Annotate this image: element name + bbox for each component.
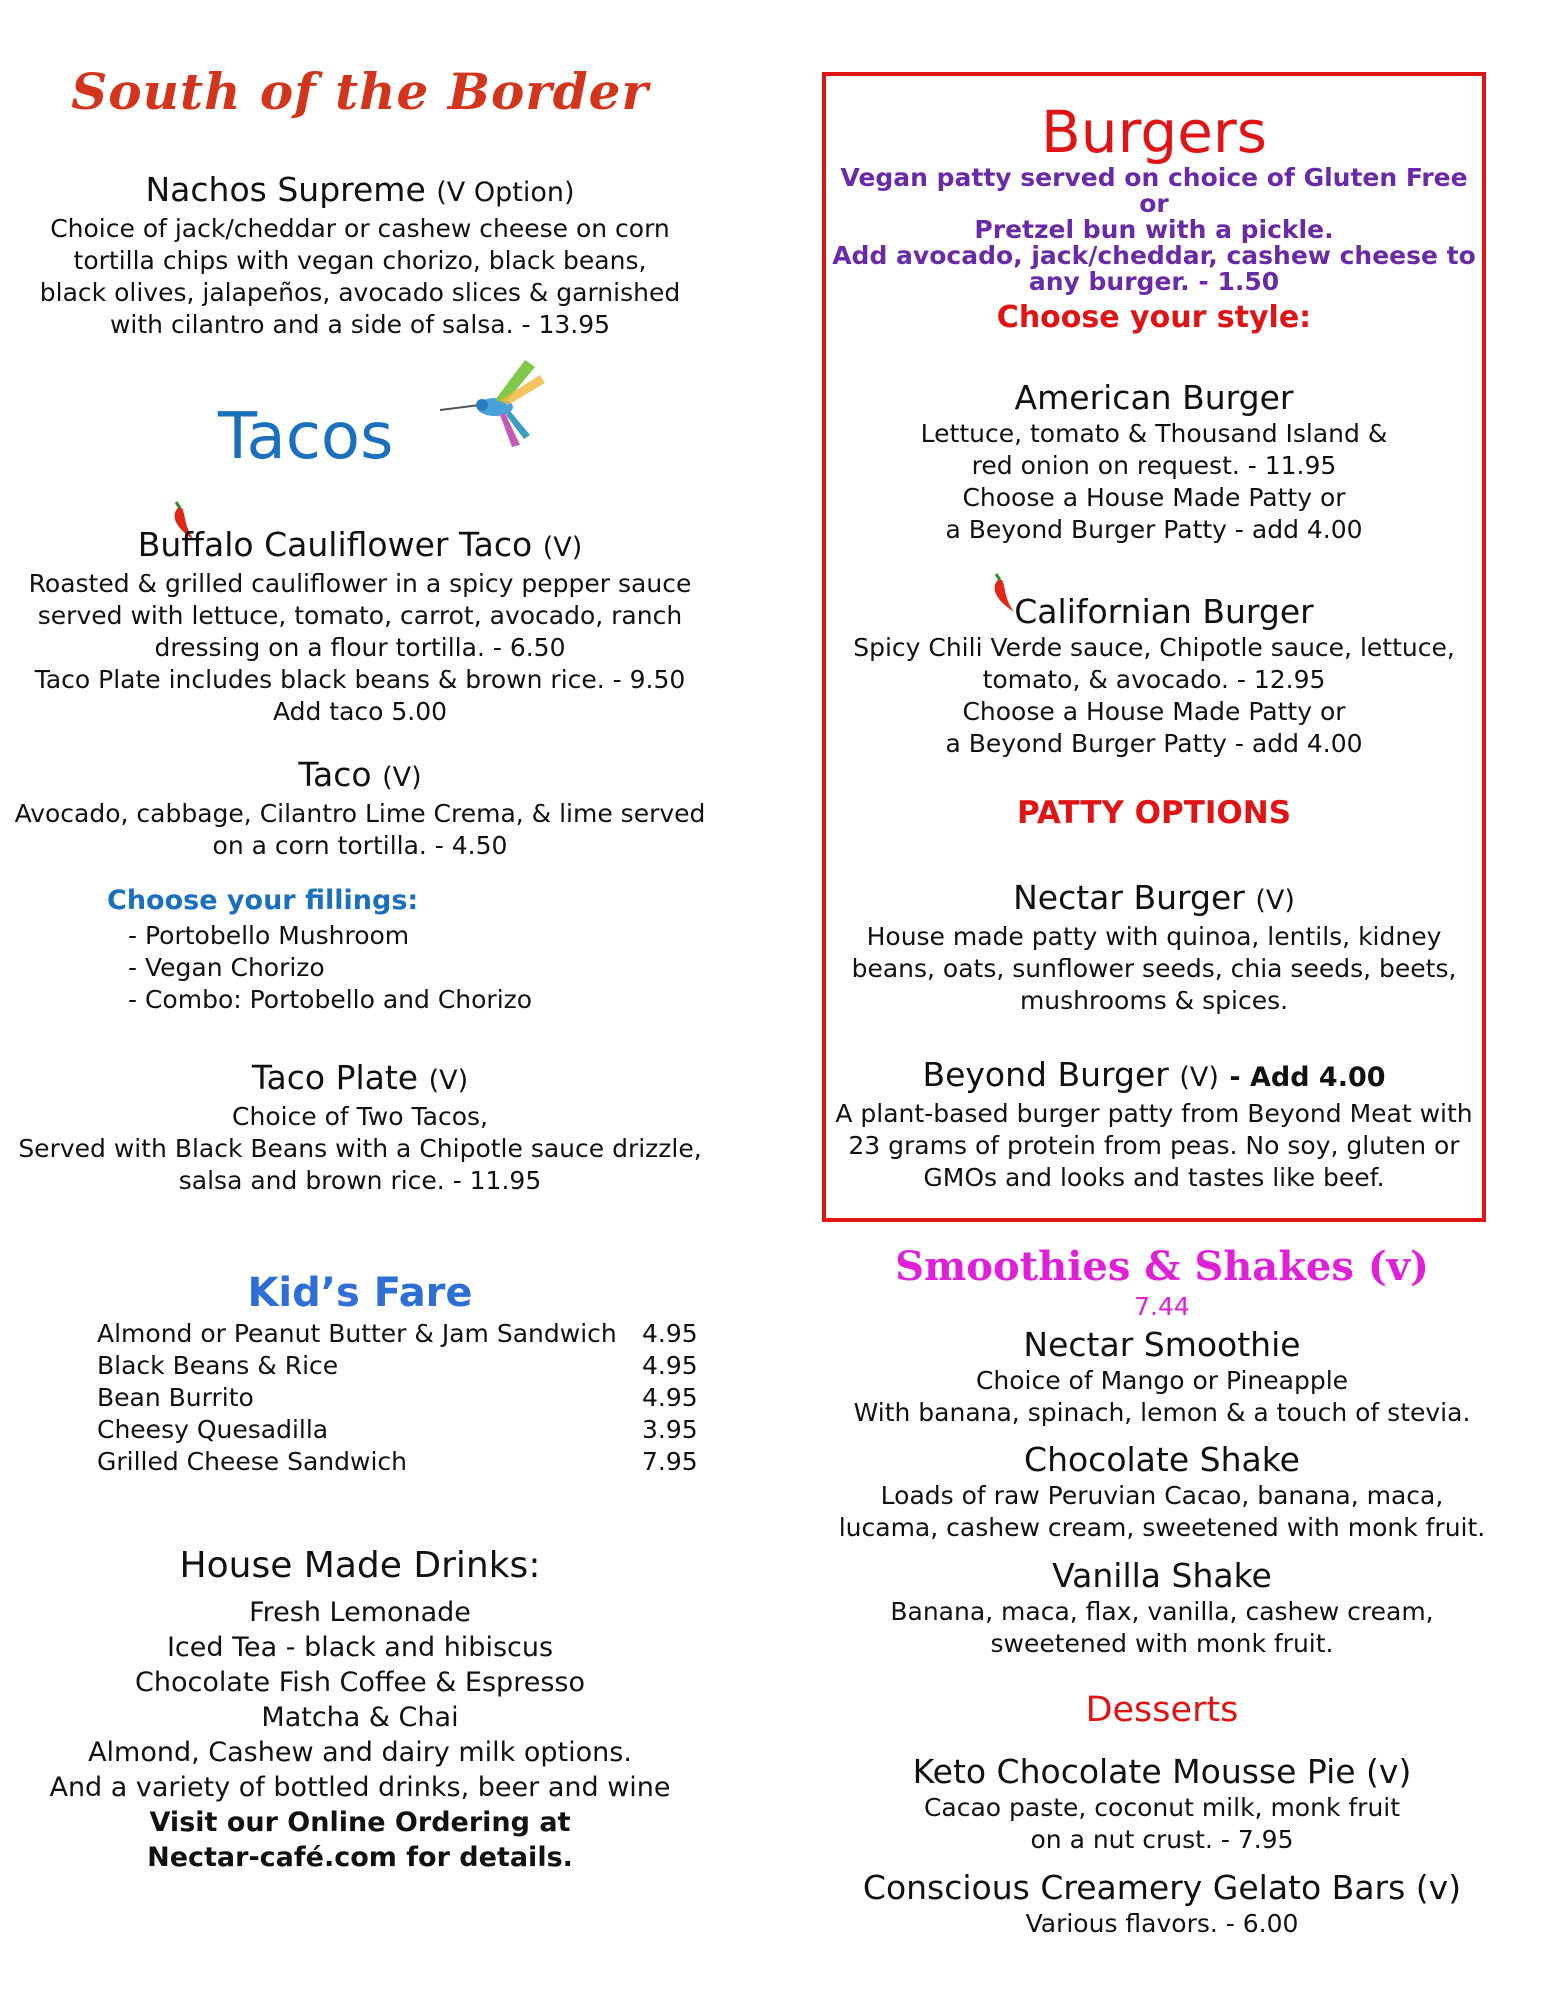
menu-item-vanilla-shake <box>822 1556 1502 1660</box>
menu-item-buffalo-cauliflower-taco <box>0 525 720 728</box>
list-item: - Vegan Chorizo <box>128 953 325 982</box>
list-item: - Portobello Mushroom <box>128 921 410 950</box>
list-item: - Combo: Portobello and Chorizo <box>128 985 533 1014</box>
section-heading-kids-fare: Kid’s Fare <box>247 1270 473 1316</box>
menu-item-gelato-bars <box>822 1868 1502 1940</box>
hummingbird-icon <box>440 355 560 455</box>
item-title: American Burger <box>1014 378 1294 417</box>
item-description: Choice of Mango or Pineapple With banana, spinach, lemon & a touch of stevia. <box>853 1366 1471 1427</box>
section-heading-tacos: Tacos <box>218 400 394 474</box>
menu-item-american-burger <box>822 378 1486 546</box>
item-tag: (V) <box>428 1065 469 1096</box>
item-title: Californian Burger <box>1014 592 1314 631</box>
menu-item-nectar-burger <box>822 878 1486 1017</box>
item-title: Beyond Burger <box>922 1055 1169 1094</box>
item-description: Spicy Chili Verde sauce, Chipotle sauce, lettuce, tomato, & avocado. - 12.95 Choose a House Made Patty or a Beyond Burger Patty - add 4.00 <box>853 633 1455 758</box>
online-ordering-link: Nectar-café.com for details. <box>147 1842 573 1873</box>
item-title: Taco <box>298 755 372 794</box>
item-tag: (V) <box>1255 885 1295 916</box>
section-heading-south-of-the-border: South of the Border <box>71 62 649 121</box>
item-title: Buffalo Cauliflower Taco <box>137 525 533 564</box>
list-item: Almond or Peanut Butter & Jam Sandwich 4.95 <box>97 1319 698 1348</box>
item-tag: (V) <box>542 532 583 563</box>
smoothies-price: 7.44 <box>1134 1292 1190 1321</box>
section-heading-desserts: Desserts <box>1085 1690 1239 1730</box>
menu-item-nectar-smoothie <box>822 1325 1502 1429</box>
kids-menu-list <box>97 1318 698 1478</box>
menu-item-californian-burger <box>822 592 1486 760</box>
item-title: Chocolate Shake <box>1024 1440 1300 1479</box>
section-heading-smoothies-shakes: Smoothies & Shakes (v) <box>895 1243 1429 1290</box>
menu-item-beyond-burger <box>822 1055 1486 1194</box>
item-description: Banana, maca, flax, vanilla, cashew cream, sweetened with monk fruit. <box>890 1597 1434 1658</box>
menu-item-taco <box>0 755 720 862</box>
list-item: Cheesy Quesadilla 3.95 <box>97 1415 698 1444</box>
item-description: Choice of Two Tacos, Served with Black Beans with a Chipotle sauce drizzle, salsa and brown rice. - 11.95 <box>18 1102 702 1195</box>
item-addon-price: - Add 4.00 <box>1229 1062 1386 1093</box>
item-description: Various flavors. - 6.00 <box>1025 1909 1299 1938</box>
item-title: Nectar Burger <box>1013 878 1245 917</box>
item-tag: (V Option) <box>436 177 575 208</box>
item-description: Lettuce, tomato & Thousand Island & red onion on request. - 11.95 Choose a House Made Patty or a Beyond Burger Patty - add 4.00 <box>920 419 1388 544</box>
item-description: Avocado, cabbage, Cilantro Lime Crema, & lime served on a corn tortilla. - 4.50 <box>14 799 706 860</box>
item-description: Cacao paste, coconut milk, monk fruit on a nut crust. - 7.95 <box>923 1793 1401 1854</box>
item-title: Conscious Creamery Gelato Bars (v) <box>862 1868 1462 1907</box>
item-title: Vanilla Shake <box>1052 1556 1272 1595</box>
item-title: Nachos Supreme <box>145 170 426 209</box>
fillings-list <box>128 920 532 1016</box>
drinks-list: Fresh Lemonade Iced Tea - black and hibiscus Chocolate Fish Coffee & Espresso Matcha & Chai Almond, Cashew and dairy milk options. And a variety of bottled drinks, beer and wine Visit our Online Ordering at Nectar-café.com for details. <box>0 1595 720 1875</box>
item-title: Nectar Smoothie <box>1023 1325 1301 1364</box>
item-title: Taco Plate <box>251 1058 419 1097</box>
menu-item-nachos <box>0 170 720 341</box>
menu-item-keto-mousse-pie <box>822 1752 1502 1856</box>
item-tag: (V) <box>382 762 422 793</box>
item-title: Keto Chocolate Mousse Pie (v) <box>912 1752 1412 1791</box>
item-description: Loads of raw Peruvian Cacao, banana, maca, lucama, cashew cream, sweetened with monk fruit. <box>838 1481 1486 1542</box>
list-item: Bean Burrito 4.95 <box>97 1383 698 1412</box>
online-ordering-note: Visit our Online Ordering at <box>149 1807 571 1838</box>
menu-item-taco-plate <box>0 1058 720 1197</box>
menu-item-chocolate-shake <box>822 1440 1502 1544</box>
item-description: House made patty with quinoa, lentils, kidney beans, oats, sunflower seeds, chia seeds, beets, mushrooms & spices. <box>851 922 1457 1015</box>
item-description: Choice of jack/cheddar or cashew cheese on corn tortilla chips with vegan chorizo, black beans, black olives, jalapeños, avocado slices & garnished with cilantro and a side of salsa. - 13.95 <box>39 214 681 339</box>
section-heading-house-made-drinks: House Made Drinks: <box>179 1545 541 1586</box>
list-item: Black Beans & Rice 4.95 <box>97 1351 698 1380</box>
item-tag: (V) <box>1179 1062 1219 1093</box>
choose-style-heading: Choose your style: <box>996 300 1312 335</box>
item-description: Roasted & grilled cauliflower in a spicy pepper sauce served with lettuce, tomato, carrot, avocado, ranch dressing on a flour tortilla. - 6.50 Taco Plate includes black beans & brown rice. - 9.50 Add taco 5.00 <box>28 569 692 726</box>
section-heading-burgers: Burgers <box>1041 98 1267 166</box>
burgers-intro: Vegan patty served on choice of Gluten Free or Pretzel bun with a pickle. Add avocado, jack/cheddar, cashew cheese to any burger. - 1.50 <box>832 163 1476 296</box>
fillings-heading: Choose your fillings: <box>107 885 419 916</box>
patty-options-heading: PATTY OPTIONS <box>1016 795 1292 831</box>
list-item: Grilled Cheese Sandwich 7.95 <box>97 1447 698 1476</box>
item-description: A plant-based burger patty from Beyond Meat with 23 grams of protein from peas. No soy, gluten or GMOs and looks and tastes like beef. <box>835 1099 1473 1192</box>
